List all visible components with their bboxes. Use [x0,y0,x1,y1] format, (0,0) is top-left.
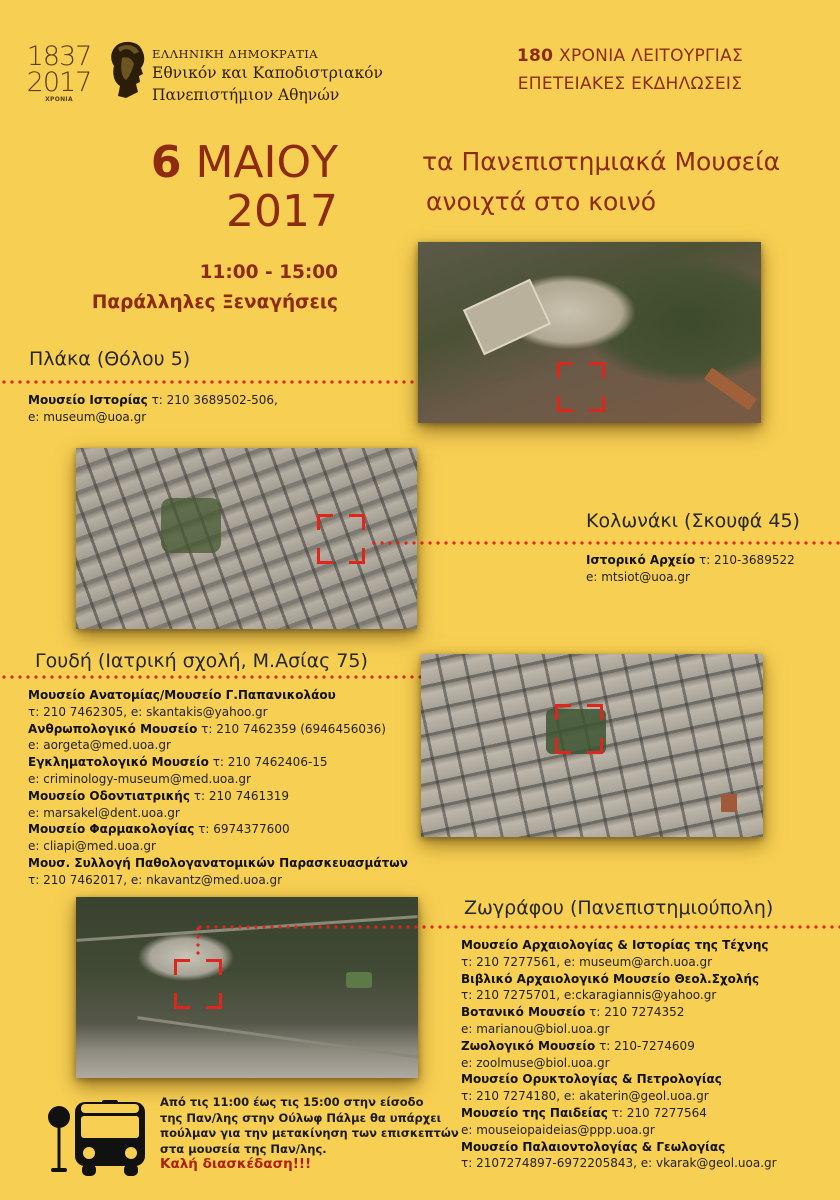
museum-name: Ανθρωπολογικό Μουσείο [28,721,198,736]
museum-name: Μουσείο Ιστορίας [28,393,148,407]
location-kolonaki-title: Κολωνάκι (Σκουφά 45) [586,510,800,532]
museum-email: e: museum@uoa.gr [28,409,147,424]
museum-phone: τ: 210-7274609 [595,1038,695,1053]
museum-contact: τ: 2107274897-6972205843, e: vkarak@geol.uoa.gr [461,1156,777,1171]
museums-title-line1: τα Πανεπιστημιακά Μουσεία [422,147,781,176]
stoa-building [704,367,757,410]
aerial-map-goudi [421,654,763,837]
museum-name: Βιβλικό Αρχαιολογικό Μουσείο Θεολ.Σχολής [461,971,760,986]
museum-entry [28,788,408,805]
museum-entry [461,1038,777,1055]
location-zografou-museums [461,937,777,1172]
museum-email: e: cliapi@med.uoa.gr [28,839,156,854]
museum-name: Ιστορικό Αρχείο [586,553,696,567]
museum-phone: τ: 6974377600 [194,822,290,837]
location-plaka-museums [28,392,278,426]
anniversary-heading [470,42,790,98]
museum-entry [28,721,408,738]
museum-name: Μουσείο Αρχαιολογίας & Ιστορίας της Τέχνης [461,938,769,952]
museum-phone: τ: 210 7462359 (6946456036) [197,721,386,736]
anniversary-line1: ΧΡΟΝΙΑ ΛΕΙΤΟΥΡΓΙΑΣ [553,46,744,66]
museum-entry [586,552,795,569]
closing-greeting: Καλή διασκέδαση!!! [160,1156,312,1173]
dotted-connector-zografou-vertical [196,925,200,957]
museum-contact: τ: 210 7277561, e: museum@arch.uoa.gr [461,954,713,969]
location-kolonaki-museums [586,552,795,586]
road [137,1016,418,1061]
event-time: 11:00 - 15:00 [199,262,338,283]
location-marker-frame [557,362,605,412]
street-grid [76,448,417,629]
museum-name: Μουσείο Οδοντιατρικής [28,788,190,803]
location-plaka-title: Πλάκα (Θόλου 5) [29,348,191,370]
athena-head-icon [108,40,148,100]
building-roof [721,794,737,812]
year-start: 1837 [26,41,92,72]
museums-open-title [422,142,780,222]
museum-entry [461,1004,777,1021]
museum-phone: τ: 210 3689502-506, [147,393,278,407]
park-area [161,498,221,553]
location-marker-frame [174,959,222,1009]
university-name [152,46,383,106]
museum-entry [28,821,408,838]
republic-label: ΕΛΛΗΝΙΚΗ ΔΗΜΟΚΡΑΤΙΑ [152,47,319,61]
museum-contact: τ: 210 7462305, e: skantakis@yahoo.gr [28,704,268,719]
bus-notice-line2: της Παν/λης στην Ούλωφ Πάλμε θα υπάρχει [160,1110,442,1125]
museum-name: Μουσείο Ανατομίας/Μουσείο Γ.Παπανικολάου [28,688,336,702]
aerial-map-plaka [418,242,761,423]
museum-entry [28,392,278,409]
museum-contact: τ: 210 7275701, e:ckaragiannis@yahoo.gr [461,988,717,1003]
university-name-line2: Πανεπιστήμιον Αθηνών [152,86,340,104]
museum-email: e: marianou@biol.uoa.gr [461,1021,610,1036]
museum-phone: τ: 210 7274352 [585,1005,685,1020]
location-zografou-title: Ζωγράφου (Πανεπιστημιούπολη) [464,897,774,919]
museum-phone: τ: 210-3689522 [695,553,795,567]
anniversary-line2: ΕΠΕΤΕΙΑΚΕΣ ΕΚΔΗΛΩΣΕΙΣ [517,74,743,94]
stadium-field [346,972,372,988]
dotted-connector-zografou [196,925,840,929]
anniversary-number: 180 [516,46,554,66]
bus-notice-line4: στα μουσεία της Παν/λης. [160,1141,327,1156]
museum-email: e: aorgeta@med.uoa.gr [28,738,171,753]
bus-notice-line1: Από τις 11:00 έως τις 15:00 στην είσοδο [160,1095,424,1109]
museum-name: Ζωολογικό Μουσείο [461,1038,596,1053]
dotted-connector-kolonaki [370,541,840,545]
bus-notice-line3: πούλμαν για την μετακίνηση των επισκεπτών [160,1126,459,1141]
museum-name: Μουσείο Ορυκτολογίας & Πετρολογίας [461,1072,722,1087]
museum-email: e: zoolmuse@biol.uoa.gr [461,1055,610,1070]
museums-title-line2: ανοιχτά στο κοινό [426,187,657,216]
event-day: 6 [150,137,182,188]
acropolis-structure [463,279,551,356]
university-name-line1: Εθνικόν και Καποδιστριακόν [152,64,383,82]
museum-name: Εγκληματολογικό Μουσείο [28,755,209,770]
museum-phone: τ: 210 7461319 [189,788,290,803]
museum-email: e: mtsiot@uoa.gr [586,569,690,584]
anniversary-years-logo [24,41,94,103]
event-month: ΜΑΙΟΥ [181,137,338,188]
years-label: ΧΡΟΝΙΑ [45,96,73,103]
bus-stop-icon [48,1100,148,1180]
aerial-map-kolonaki [76,448,417,629]
museum-name: Μουσ. Συλλογή Παθολογανατομικών Παρασκευασμάτων [28,855,408,870]
museum-email: e: criminology-museum@med.uoa.gr [28,771,251,786]
museum-contact: τ: 210 7274180, e: akaterin@geol.uoa.gr [461,1089,709,1104]
location-goudi-museums [28,687,408,889]
year-end: 2017 [26,67,92,98]
museum-entry [461,1105,777,1122]
museum-phone: τ: 210 7462406-15 [208,755,328,770]
location-marker-frame [317,514,365,564]
museum-phone: τ: 210 7277564 [607,1105,707,1120]
museum-email: e: mouseiopaideias@ppp.uoa.gr [461,1122,655,1137]
museum-name: Μουσείο Παλαιοντολογίας & Γεωλογίας [461,1139,726,1154]
museum-entry [28,754,408,771]
event-date [151,138,338,236]
location-marker-frame [555,704,603,754]
parallel-tours: Παράλληλες Ξεναγήσεις [91,292,338,313]
bus-notice [160,1095,459,1173]
museum-name: Μουσείο της Παιδείας [461,1105,608,1120]
event-time-block [92,258,338,318]
museum-name: Βοτανικό Μουσείο [461,1005,586,1020]
museum-name: Μουσείο Φαρμακολογίας [28,822,195,837]
event-year: 2017 [226,186,338,237]
location-goudi-title: Γουδή (Ιατρική σχολή, Μ.Ασίας 75) [35,650,368,672]
museum-contact: τ: 210 7462017, e: nkavantz@med.uoa.gr [28,872,283,887]
museum-email: e: marsakel@dent.uoa.gr [28,805,180,820]
